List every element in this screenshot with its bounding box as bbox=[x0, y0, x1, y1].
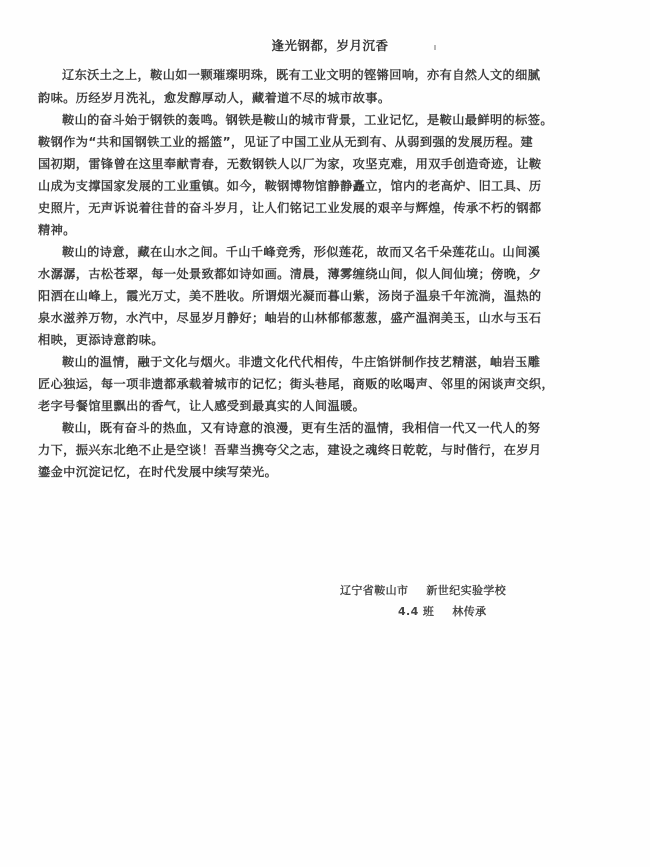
paragraph-1-line-1: 辽东沃土之上，鞍山如一颗璀璨明珠，既有工业文明的铿锵回响，亦有自然人文的细腻 bbox=[62, 68, 541, 82]
paragraph-5-line-2: 力下，振兴东北绝不止是空谈！吾辈当携夸父之志，建设之魂终日乾乾，与时偕行，在岁月 bbox=[38, 443, 542, 457]
signature-author: 林传承 bbox=[452, 605, 487, 618]
paragraph-5-line-1: 鞍山，既有奋斗的热血，又有诗意的浪漫，更有生活的温情，我相信一代又一代人的努 bbox=[62, 421, 541, 435]
paragraph-2-line-3: 国初期，雷锋曾在这里奉献青春，无数钢铁人以厂为家，攻坚克难，用双手创造奇迹，让鞍 bbox=[38, 157, 542, 171]
paragraph-2-line-4: 山成为支撑国家发展的工业重镇。如今，鞍钢博物馆静静矗立，馆内的老高炉、旧工具、历 bbox=[38, 179, 542, 193]
paragraph-2-line-2: 鞍钢作为“共和国钢铁工业的摇篮”，见证了中国工业从无到有、从弱到强的发展历程。建 bbox=[38, 135, 534, 149]
paragraph-2-line-5: 史照片，无声诉说着往昔的奋斗岁月，让人们铭记工业发展的艰辛与辉煌，传承不朽的钢都 bbox=[38, 201, 542, 215]
signature-row-author bbox=[340, 603, 506, 619]
paragraph-3-line-5: 相映，更添诗意韵味。 bbox=[38, 333, 164, 347]
paragraph-3-line-3: 阳洒在山峰上，霞光万丈，美不胜收。所谓烟光凝而暮山紫，汤岗子温泉千年流淌，温热的 bbox=[38, 289, 542, 303]
paragraph-5-line-3: 鎏金中沉淀记忆，在时代发展中续写荣光。 bbox=[38, 465, 278, 479]
paragraph-4-line-1: 鞍山的温情，融于文化与烟火。非遗文化代代相传，牛庄馅饼制作技艺精湛，岫岩玉雕 bbox=[62, 355, 541, 369]
signature-class: 4.4 班 bbox=[398, 605, 435, 618]
paragraph-3-line-2: 水潺潺，古松苍翠，每一处景致都如诗如画。清晨，薄雾缠绕山间，似人间仙境；傍晚，夕 bbox=[38, 267, 542, 281]
paragraph-2-line-1: 鞍山的奋斗始于钢铁的轰鸣。钢铁是鞍山的城市背景，工业记忆，是鞍山最鲜明的标签。 bbox=[62, 113, 553, 127]
signature-school: 新世纪实验学校 bbox=[426, 584, 507, 597]
paragraph-2-line-6: 精神。 bbox=[38, 223, 76, 237]
document-body bbox=[38, 64, 624, 483]
signature-row-school bbox=[340, 582, 506, 598]
paragraph-3-line-4: 泉水滋养万物，水汽中，尽显岁月静好；岫岩的山林郁郁葱葱，盛产温润美玉，山水与玉石 bbox=[38, 311, 542, 325]
paragraph-1-line-2: 韵味。历经岁月洗礼，愈发醇厚动人，藏着道不尽的城市故事。 bbox=[38, 90, 391, 105]
paragraph-3-line-1: 鞍山的诗意，藏在山水之间。千山千峰竞秀，形似莲花，故而又名千朵莲花山。山间溪 bbox=[62, 245, 541, 259]
document-title: 逢光钢都，岁月沉香 bbox=[271, 38, 389, 53]
paragraph-4-line-2: 匠心独运，每一项非遗都承载着城市的记忆；街头巷尾，商贩的吆喝声、邻里的闲谈声交织， bbox=[38, 377, 555, 391]
paragraph-4-line-3: 老字号餐馆里飘出的香气，让人感受到最真实的人间温暖。 bbox=[38, 399, 366, 413]
signature-block bbox=[340, 582, 506, 619]
scan-speck bbox=[434, 45, 436, 50]
signature-location: 辽宁省鞍山市 bbox=[340, 584, 409, 597]
